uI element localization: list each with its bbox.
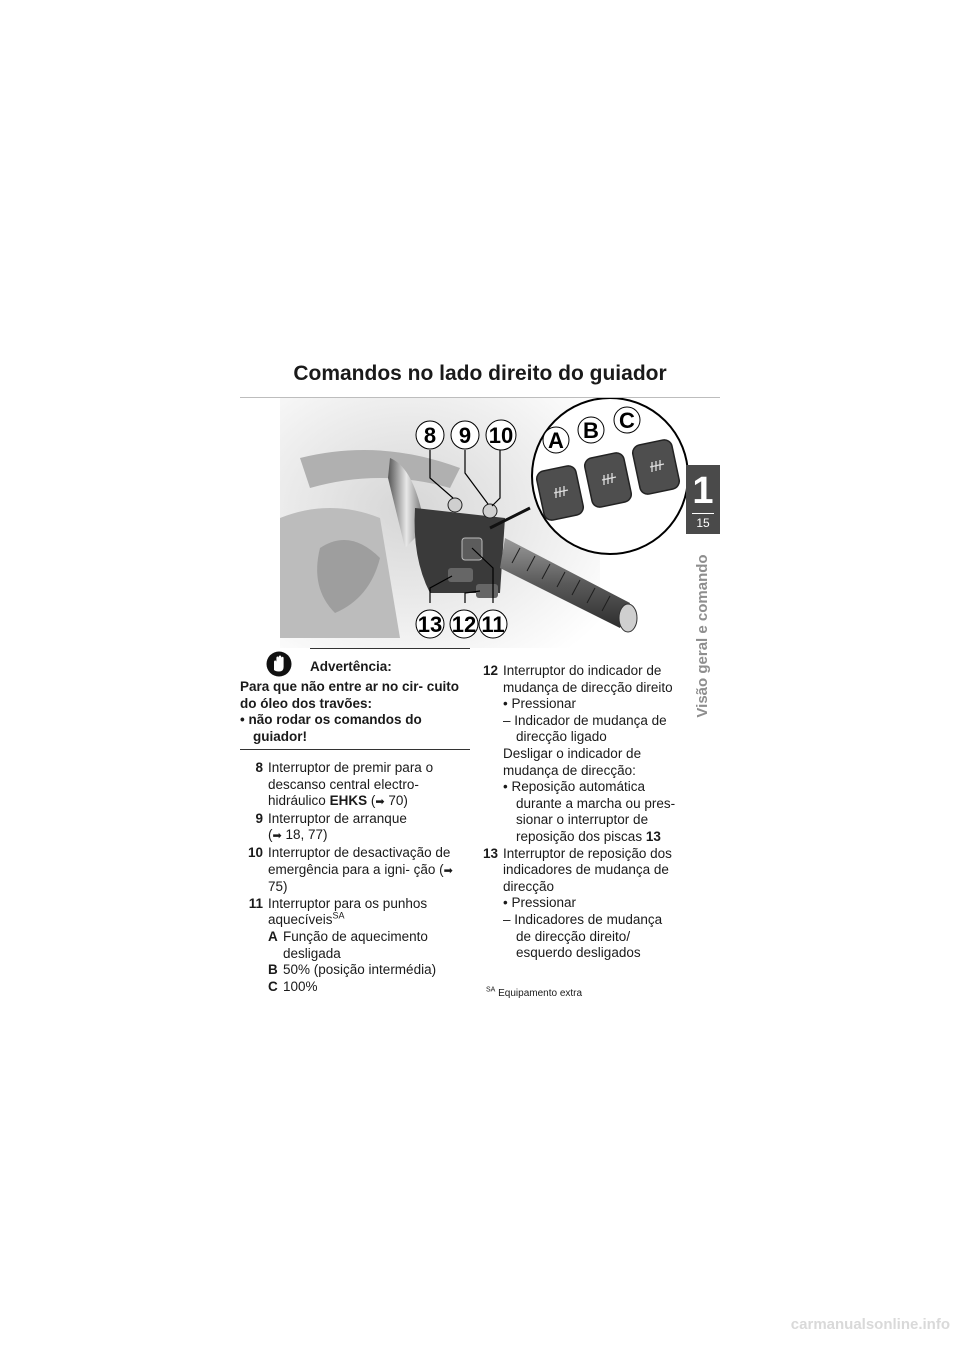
- items-left-column: [240, 760, 472, 995]
- item-text: Interruptor do indicador de mudança de direcção direito: [503, 663, 673, 695]
- item-13: [480, 846, 680, 962]
- page-title: Comandos no lado direito do guiador: [293, 362, 667, 385]
- callout-13: 13: [417, 612, 443, 637]
- sub-item-a: [268, 929, 472, 962]
- action-step: • Pressionar: [503, 696, 577, 712]
- callout-b: B: [583, 418, 599, 443]
- callout-c: C: [619, 408, 635, 433]
- sub-item-c: [268, 979, 472, 996]
- item-text: Interruptor de desactivação de emergência para a igni- ção: [268, 844, 451, 877]
- action-step: [503, 779, 680, 845]
- item-text: Interruptor de arranque: [268, 810, 407, 826]
- item-8: 8 Interruptor de premir para o descanso central electro- hidráulico EHKS (➡ 70): [240, 760, 472, 811]
- chapter-tab: [686, 465, 720, 534]
- item-number: 11: [248, 895, 263, 911]
- page-ref: 70: [388, 793, 404, 809]
- warning-intro: Para que não entre ar no cir- cuito do óleo dos travões:: [240, 679, 460, 711]
- ref-arrow-icon: ➡: [443, 864, 453, 877]
- item-superscript: SA: [332, 910, 345, 921]
- callout-8: 8: [423, 423, 437, 448]
- chapter-side-label: Visão geral e comando: [694, 554, 711, 718]
- ref-arrow-icon: ➡: [375, 796, 385, 809]
- sub-key: A: [268, 928, 278, 944]
- page-number: 15: [696, 516, 710, 530]
- callout-a: A: [548, 428, 564, 453]
- watermark: carmanualsonline.info: [790, 1316, 950, 1333]
- action-step: • Pressionar: [503, 895, 577, 911]
- item-11: [240, 896, 472, 996]
- item-number: 8: [255, 760, 263, 775]
- callout-10: 10: [488, 423, 514, 448]
- sub-text: Função de aquecimento desligada: [283, 928, 428, 961]
- item-text: Interruptor de premir para o descanso central electro- hidráulico: [268, 760, 434, 809]
- stop-hand-icon: [266, 651, 292, 677]
- item-text: Interruptor para os punhos aquecíveis: [268, 895, 428, 928]
- action-result: – Indicador de mudança de direcção ligado: [503, 712, 667, 745]
- page-ref: 75: [268, 879, 284, 895]
- item-ref-number: 13: [645, 828, 661, 844]
- warning-bullet-text: não rodar os comandos do guiador!: [248, 712, 422, 744]
- sub-item-b: [268, 962, 472, 979]
- item-bold-term: EHKS: [329, 793, 368, 809]
- callout-9: 9: [458, 423, 472, 448]
- footnote: [486, 988, 582, 999]
- item-10: 10 Interruptor de desactivação de emergência para a igni- ção (➡ 75): [240, 845, 472, 896]
- callout-12: 12: [451, 612, 477, 637]
- ref-arrow-icon: ➡: [272, 830, 282, 843]
- chapter-divider: [692, 513, 714, 514]
- warning-bullet: [240, 712, 470, 745]
- page-ref: 18, 77: [285, 827, 324, 843]
- warning-box: [240, 648, 470, 750]
- sub-text: 100%: [283, 978, 318, 994]
- action-result: – Indicadores de mudança de direcção direito/ esquerdo desligados: [503, 911, 663, 961]
- item-number: 12: [482, 663, 498, 678]
- item-number: 10: [247, 844, 263, 860]
- handlebar-controls-illustration: [240, 398, 720, 648]
- sub-key: C: [268, 978, 278, 994]
- footnote-mark: SA: [486, 986, 496, 994]
- item-number: 13: [482, 845, 498, 861]
- items-right-column: [480, 663, 680, 962]
- item-12: [480, 663, 680, 846]
- item-9: 9 Interruptor de arranque (➡ 18, 77): [240, 811, 472, 845]
- chapter-number: 1: [692, 470, 714, 512]
- bullet-mark: •: [240, 712, 245, 727]
- action-text: • Reposição automática durante a marcha ou pres- sionar o interruptor de reposição dos piscas: [503, 779, 676, 844]
- warning-bottom-rule: [240, 749, 470, 750]
- warning-title: Advertência:: [310, 659, 392, 674]
- warning-text: [240, 677, 470, 745]
- item-text: Interruptor de reposição dos indicadores de mudança de direcção: [503, 845, 672, 894]
- item-subheading: Desligar o indicador de mudança de direcção:: [503, 745, 642, 778]
- footnote-text: Equipamento extra: [498, 988, 583, 999]
- sub-text: 50% (posição intermédia): [283, 962, 437, 978]
- item-number: 9: [255, 810, 263, 826]
- sub-key: B: [268, 962, 278, 978]
- callout-11: 11: [481, 612, 505, 637]
